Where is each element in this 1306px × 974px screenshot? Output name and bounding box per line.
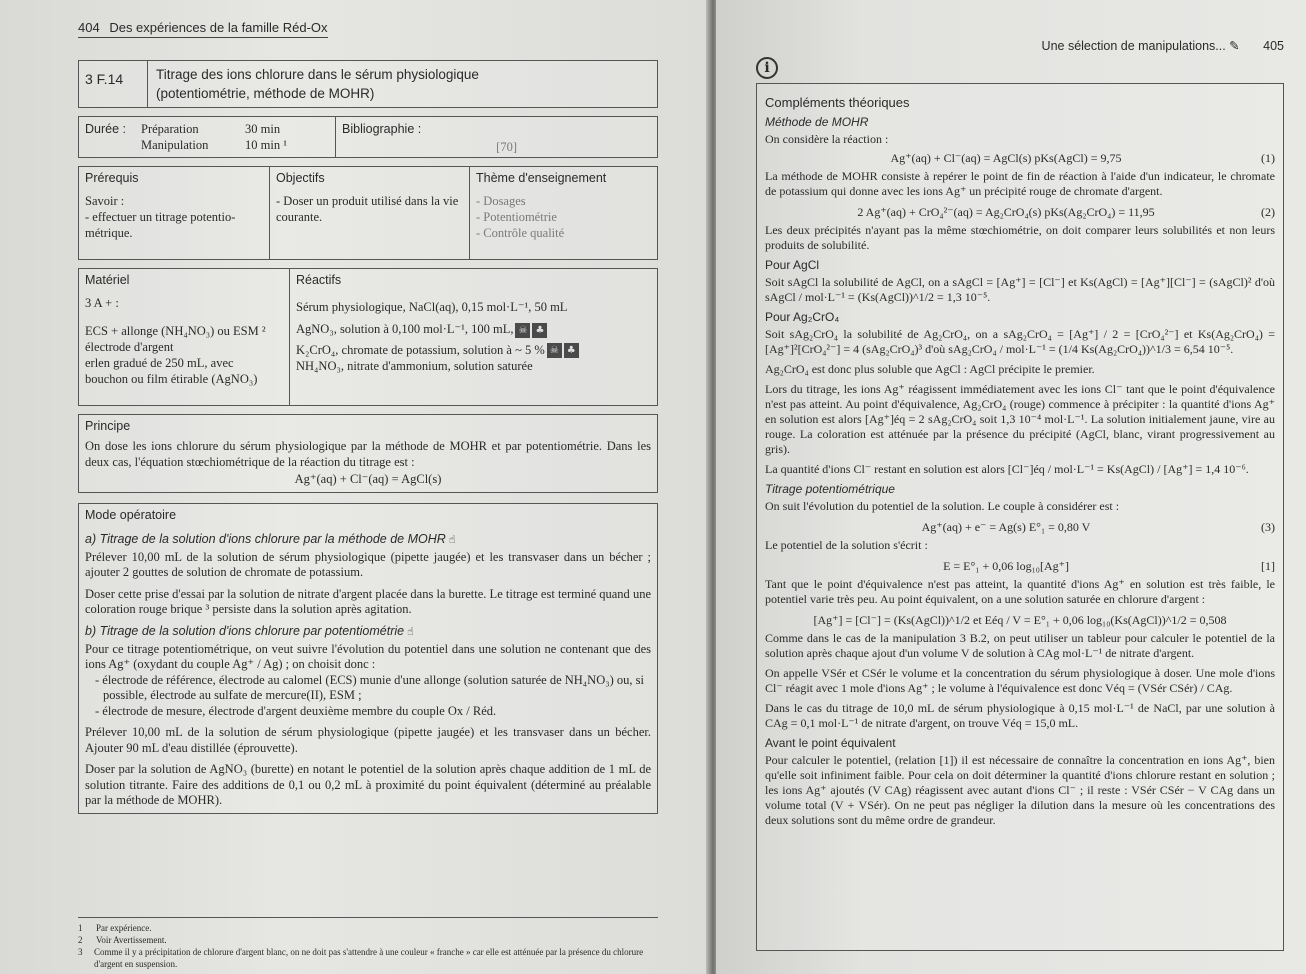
prerequis-box — [78, 166, 658, 260]
bibliographie-label: Bibliographie : — [342, 122, 422, 136]
hazard-pictogram-icon: ☠ — [515, 323, 530, 338]
environment-pictogram-icon: ♣ — [564, 343, 579, 358]
left-page-number: 404 — [78, 20, 100, 35]
theme-item: - Dosages — [476, 194, 526, 208]
principe-box — [78, 414, 658, 493]
electrode-list — [85, 673, 651, 720]
theme-item: - Potentiométrie — [476, 210, 557, 224]
duree-label: Durée : — [85, 122, 126, 136]
bibliography-cell — [335, 117, 657, 157]
list-item: - électrode de mesure, électrode d'argent deuxième membre du couple Ox / Réd. — [95, 703, 497, 718]
materiel-label: Matériel — [85, 273, 130, 287]
theme-label: Thème d'enseignement — [476, 171, 607, 185]
objectifs-cell — [269, 167, 469, 259]
paragraph: La méthode de MOHR consiste à repérer le point de fin de réaction à l'aide d'un indicateur, le chromate de potassium qui donne avec les ions Ag⁺ un précipité rouge de chromate d'argent. — [765, 169, 1275, 198]
manipulation-value: 10 min ¹ — [245, 138, 287, 152]
equation: [Ag⁺] = [Cl⁻] = (Ks(AgCl))^1/2 et Eéq / V = E°₁ + 0,06 log₁₀(Ks(AgCl))^1/2 = 0,508 — [813, 613, 1227, 627]
theme-item: - Contrôle qualité — [476, 226, 565, 240]
materiel-cell — [79, 269, 289, 405]
preparation-label: Préparation — [141, 122, 199, 136]
ag2cro4-title: Pour Ag₂CrO₄ — [765, 310, 840, 324]
materiel-item: erlen gradué de 250 mL, avec — [85, 356, 234, 370]
reactif-item: Sérum physiologique, NaCl(aq), 0,15 mol·L⁻¹, 50 mL — [296, 300, 568, 314]
materiel-box — [78, 268, 658, 406]
reactifs-cell — [289, 269, 657, 405]
reactif-item: NH₄NO₃, nitrate d'ammonium, solution saturée — [296, 359, 533, 374]
paragraph: Les deux précipités n'ayant pas la même stœchiométrie, on doit comparer leurs solubilités et non leurs produits de solubilité. — [765, 223, 1275, 252]
reactif-item: AgNO₃, solution à 0,100 mol·L⁻¹, 100 mL, — [296, 322, 514, 336]
footnotes — [78, 917, 658, 970]
principe-text: On dose les ions chlorure du sérum physiologique par la méthode de MOHR et par potentiométrie. Dans les deux cas, l'équation stœchiométrique de la réaction du titrage est : — [85, 439, 651, 469]
theme-cell — [469, 167, 657, 259]
preparation-value: 30 min — [245, 122, 281, 136]
left-running-head-text: Des expériences de la famille Réd-Ox — [109, 20, 328, 35]
environment-pictogram-icon: ♣ — [532, 323, 547, 338]
footnote: 1 Par expérience. — [78, 923, 152, 933]
mode-operatoire-box — [78, 503, 658, 814]
mode-b-title: b) Titrage de la solution d'ions chlorure par potentiométrie — [85, 623, 405, 638]
materiel-item: 3 A + : — [85, 296, 119, 310]
paragraph: Lors du titrage, les ions Ag⁺ réagissent immédiatement avec les ions Cl⁻ tant que le point d'équivalence n'est pas atteint. Au point d'équivalence, Ag₂CrO₄ (rouge) commence à précipiter : la quantité d'ions Ag⁺ en solution est alors [Ag⁺]éq = 2 sAg₂CrO₄ soit 1,3 10⁻⁴ mol·L⁻¹. La solution initialement jaune, vire au rouge. La coloration est atténuée par la présence du précipité (AgCl, blanc, virant progressivement au gris). — [765, 382, 1275, 456]
paragraph: La quantité d'ions Cl⁻ restant en solution est alors [Cl⁻]éq / mol·L⁻¹ = Ks(AgCl) / [Ag⁺] = 1,4 10⁻⁶. — [765, 462, 1249, 476]
mode-b-paragraph: Doser par la solution de AgNO₃ (burette) en notant le potentiel de la solution après chaque addition de 1 mL de solution titrante. Faire des additions de 0,1 ou 0,2 mL à proximité du point équivalent (déterminé au préalable par la méthode de MOHR). — [85, 762, 651, 807]
materiel-item: bouchon ou film étirable (AgNO₃) — [85, 372, 258, 386]
duration-box — [78, 116, 658, 158]
equation: Ag⁺(aq) + e⁻ = Ag(s) E°₁ = 0,80 V (3) — [921, 520, 1275, 534]
bibliographie-ref: [70] — [496, 140, 517, 154]
hand-glove-icon: ☝ — [407, 624, 414, 638]
hand-glove-icon: ☝ — [448, 532, 456, 546]
info-icon: i — [756, 57, 778, 79]
reactifs-label: Réactifs — [296, 273, 342, 287]
paragraph: Dans le cas du titrage de 10,0 mL de sérum physiologique à 0,15 mol·L⁻¹ de NaCl, par une solution à CAg = 0,1 mol·L⁻¹ de nitrate d'argent, on trouve Véq = 15,0 mL. — [765, 701, 1275, 730]
footnote: 2 Voir Avertissement. — [78, 935, 167, 945]
pencil-icon: ✎ — [1229, 38, 1240, 53]
equation: E = E°₁ + 0,06 log₁₀[Ag⁺] [1] — [943, 559, 1275, 573]
paragraph: On considère la réaction : — [765, 132, 889, 146]
prerequis-text: Savoir : - effectuer un titrage potentio- métrique. — [85, 194, 236, 240]
experiment-title-box — [78, 60, 658, 108]
experiment-title-line1: Titrage des ions chlorure dans le sérum physiologique — [156, 67, 479, 82]
complements-box — [756, 83, 1284, 951]
agcl-title: Pour AgCl — [765, 258, 820, 272]
hazard-pictogram-icon: ☠ — [547, 343, 562, 358]
paragraph: On appelle VSér et CSér le volume et la concentration du sérum physiologique à doser. Une mole d'ions Cl⁻ réagit avec 1 mole d'ions Ag⁺ ; le volume à l'équivalence est donc Véq = (VSér CSér) / CAg. — [765, 666, 1275, 695]
complements-title: Compléments théoriques — [765, 95, 910, 110]
list-item: - électrode de référence, électrode au calomel (ECS) munie d'une allonge (solution saturée de NH₄NO₃) ou, si possible, électrode au sulfate de mercure(II), ESM ; — [95, 672, 644, 702]
paragraph: On suit l'évolution du potentiel de la solution. Le couple à considérer est : — [765, 499, 1120, 513]
footnote: 3 Comme il y a précipitation de chlorure d'argent blanc, on ne doit pas s'attendre à une couleur « franche » car elle est atténuée par la présence du chlorure d'argent en suspension. — [78, 947, 644, 969]
right-page-number: 405 — [1263, 39, 1284, 53]
materiel-item: électrode d'argent — [85, 340, 174, 354]
experiment-title-line2: (potentiométrie, méthode de MOHR) — [156, 86, 375, 101]
mode-label: Mode opératoire — [85, 507, 177, 522]
mode-b-paragraph: Pour ce titrage potentiométrique, on veut suivre l'évolution du potentiel dans une solution ne contenant que des ions Ag⁺ (oxydant du couple Ag⁺ / Ag) ; on choisit donc : — [85, 641, 651, 671]
equation: 2 Ag⁺(aq) + CrO₄²⁻(aq) = Ag₂CrO₄(s) pKs(Ag₂CrO₄) = 11,95 (2) — [857, 205, 1275, 219]
mode-b-paragraph: Prélever 10,00 mL de la solution de sérum physiologique (pipette jaugée) et les transvaser dans un bécher. Ajouter 90 mL d'eau distillée (éprouvette). — [85, 725, 651, 755]
manipulation-label: Manipulation — [141, 138, 209, 152]
avant-title: Avant le point équivalent — [765, 736, 896, 750]
prerequis-cell — [79, 167, 269, 259]
right-running-head — [756, 38, 1284, 53]
paragraph: Comme dans le cas de la manipulation 3 B.2, on peut utiliser un tableur pour calculer le potentiel de la solution après chaque ajout d'un volume V de solution à CAg mol·L⁻¹ de nitrate d'argent. — [765, 631, 1275, 660]
experiment-code: 3 F.14 — [79, 61, 148, 107]
paragraph: Ag₂CrO₄ est donc plus soluble que AgCl : AgCl précipite le premier. — [765, 362, 1095, 376]
reactif-item: K₂CrO₄, chromate de potassium, solution à ~ 5 % — [296, 342, 545, 357]
paragraph: Le potentiel de la solution s'écrit : — [765, 538, 928, 552]
equation: Ag⁺(aq) + Cl⁻(aq) = AgCl(s) pKs(AgCl) = 9,75 (1) — [890, 151, 1275, 165]
titrage-title: Titrage potentiométrique — [765, 482, 895, 496]
mode-a-paragraph: Doser cette prise d'essai par la solution de nitrate d'argent placée dans la burette. Le titrage est terminé quand une coloration rouge brique ³ persiste dans la solution après agitation. — [85, 586, 651, 616]
mode-a-title: a) Titrage de la solution d'ions chlorure par la méthode de MOHR — [85, 531, 446, 546]
right-running-head-text: Une sélection de manipulations... — [1041, 39, 1226, 53]
methode-title: Méthode de MOHR — [765, 115, 869, 129]
left-running-head — [78, 20, 328, 38]
objectifs-label: Objectifs — [276, 171, 325, 185]
paragraph: Pour calculer le potentiel, (relation [1]) il est nécessaire de connaître la concentration en ions Ag⁺, bien qu'elle soit infiniment faible. Pour cela on doit déterminer la quantité d'ions chlorure restant en solution ; les ions Ag⁺ ajoutés (V CAg) réagissent avec autant d'ions Cl⁻ ; il reste : VSér CSér − V CAg dans un volume total (V + VSér). On ne peut pas négliger la dilution dans la mesure où les concentrations des deux solutions sont du même ordre de grandeur. — [765, 753, 1275, 827]
right-page — [716, 0, 1306, 974]
materiel-item: ECS + allonge (NH₄NO₃) ou ESM ² — [85, 324, 266, 338]
paragraph: Soit sAgCl la solubilité de AgCl, on a sAgCl = [Ag⁺] = [Cl⁻] et Ks(AgCl) = [Ag⁺][Cl⁻] = (sAgCl)² d'où sAgCl / mol·L⁻¹ = (Ks(AgCl))^1/2 = 1,3 10⁻⁵. — [765, 275, 1275, 304]
prerequis-label: Prérequis — [85, 171, 139, 185]
paragraph: Tant que le point d'équivalence n'est pas atteint, la quantité d'ions Ag⁺ en solution est très faible, le potentiel varie très peu. Au point équivalent, on a une solution saturée en chlorure d'argent : — [765, 577, 1275, 606]
experiment-title — [148, 61, 487, 107]
paragraph: Soit sAg₂CrO₄ la solubilité de Ag₂CrO₄, on a sAg₂CrO₄ = [Ag⁺] / 2 = [CrO₄²⁻] et Ks(Ag₂CrO₄) = [Ag⁺]²[CrO₄²⁻] = 4 (sAg₂CrO₄)³ d'où sAg₂CrO₄ / mol·L⁻¹ = (1/4 Ks(Ag₂CrO₄))^1/3 = 6,54 10⁻⁵. — [765, 327, 1275, 356]
mode-a-paragraph: Prélever 10,00 mL de la solution de sérum physiologique (pipette jaugée) et les transvaser dans un bécher ; ajouter 2 gouttes de solution de chromate de potassium. — [85, 549, 651, 579]
duration-cell — [79, 117, 335, 157]
principe-equation: Ag⁺(aq) + Cl⁻(aq) = AgCl(s) — [294, 472, 442, 486]
principe-label: Principe — [85, 419, 131, 433]
objectifs-text: - Doser un produit utilisé dans la vie courante. — [276, 194, 459, 224]
